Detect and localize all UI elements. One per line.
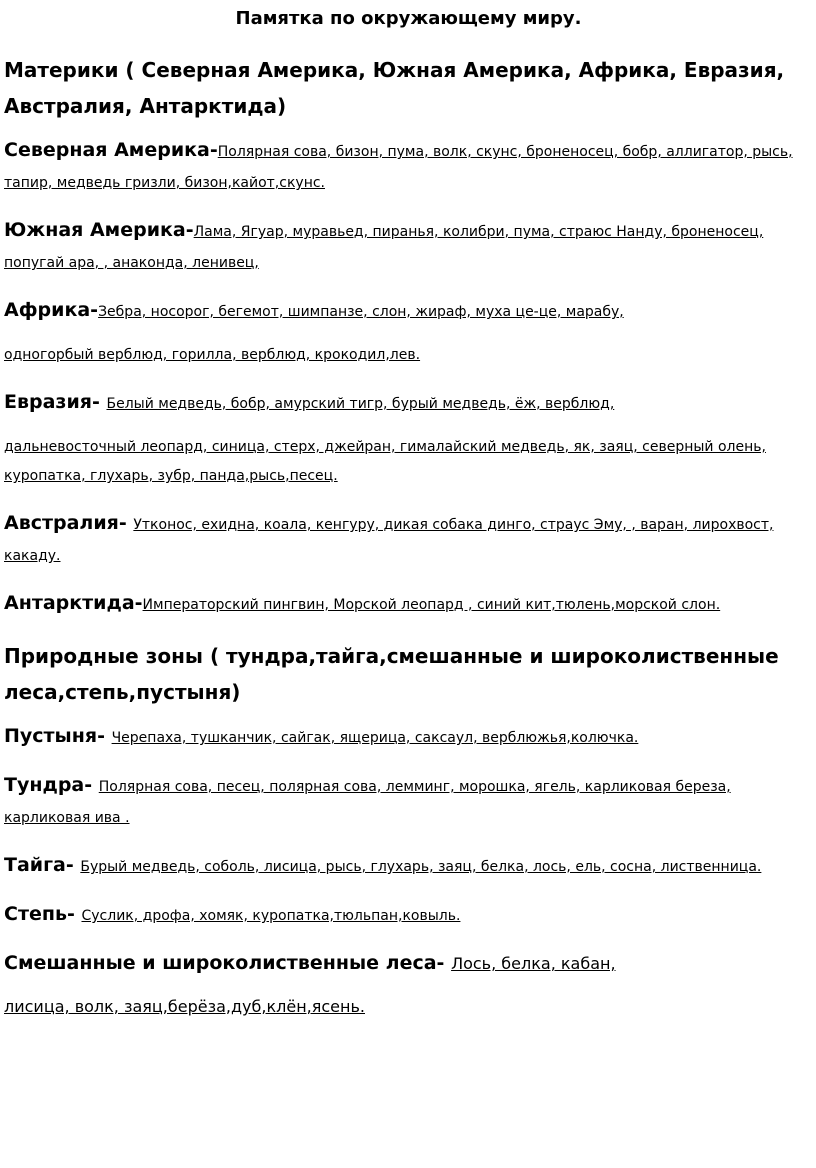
zone-desert [4,722,813,753]
continent-south-america [4,216,813,278]
zone-tundra [4,771,813,833]
entry-label: Тайга- [4,854,81,876]
entry-label: Антарктида- [4,592,143,614]
entry-items: Лама, Ягуар, муравьед, пиранья, колибри, пума, страюс Нанду, броненосец, попугай ара, , анаконда, ленивец, [4,224,764,271]
continent-australia [4,509,813,571]
entry-label: Африка- [4,299,99,321]
entry-label: Южная Америка- [4,219,194,241]
continents-heading: Материки ( Северная Америка, Южная Америка, Африка, Евразия, Австралия, Антарктида) [4,58,785,118]
entry-items: Черепаха, тушканчик, сайгак, ящерица, саксаул, верблюжья,колючка. [111,730,639,746]
entry-label: Степь- [4,903,82,925]
entry-items: Лось, белка, кабан, [451,954,616,973]
entry-label: Евразия- [4,391,107,413]
zone-taiga [4,851,813,882]
entry-items: Зебра, носорог, бегемот, шимпанзе, слон, жираф, муха це-це, марабу, [98,304,624,320]
entry-label: Северная Америка- [4,139,218,161]
continent-africa [4,296,813,370]
zones-heading: Природные зоны ( тундра,тайга,смешанные и широколиственные леса,степь,пустыня) [4,644,779,704]
continent-antarctica [4,589,813,620]
zone-mixed-forests [4,949,813,1021]
entry-items: Бурый медведь, соболь, лисица, рысь, глухарь, заяц, белка, лось, ель, сосна, лиственница. [80,859,762,875]
page-title: Памятка по окружающему миру. [235,8,582,29]
entry-label: Тундра- [4,774,99,796]
entry-items: Белый медведь, бобр, амурский тигр, бурый медведь, ёж, верблюд, [106,396,615,412]
entry-label: Пустыня- [4,725,112,747]
continent-north-america [4,136,813,198]
entry-items: Полярная сова, бизон, пума, волк, скунс, броненосец, бобр, аллигатор, рысь, тапир, медведь гризли, бизон,кайот,скунс. [4,144,793,191]
entry-items-continued: дальневосточный леопард, синица, стерх, джейран, гималайский медведь, як, заяц, северный олень, куропатка, глухарь, зубр, панда,рысь,песец. [4,439,766,484]
entry-label: Австралия- [4,512,134,534]
entry-items: Утконос, ехидна, коала, кенгуру, дикая собака динго, страус Эму, , варан, лирохвост, какаду. [4,517,774,564]
entry-items: Суслик, дрофа, хомяк, куропатка,тюльпан,ковыль. [81,908,461,924]
entry-items: Императорский пингвин, Морской леопард , синий кит,тюлень,морской слон. [142,597,721,613]
entry-label: Смешанные и широколиственные леса- [4,952,452,974]
entry-items-continued: лисица, волк, заяц,берёза,дуб,клён,ясень. [4,997,365,1016]
entry-items-continued: одногорбый верблюд, горилла, верблюд, крокодил,лев. [4,347,421,363]
continent-eurasia [4,388,813,491]
zone-steppe [4,900,813,931]
entry-items: Полярная сова, песец, полярная сова, лемминг, морошка, ягель, карликовая береза, карликовая ива . [4,779,731,826]
